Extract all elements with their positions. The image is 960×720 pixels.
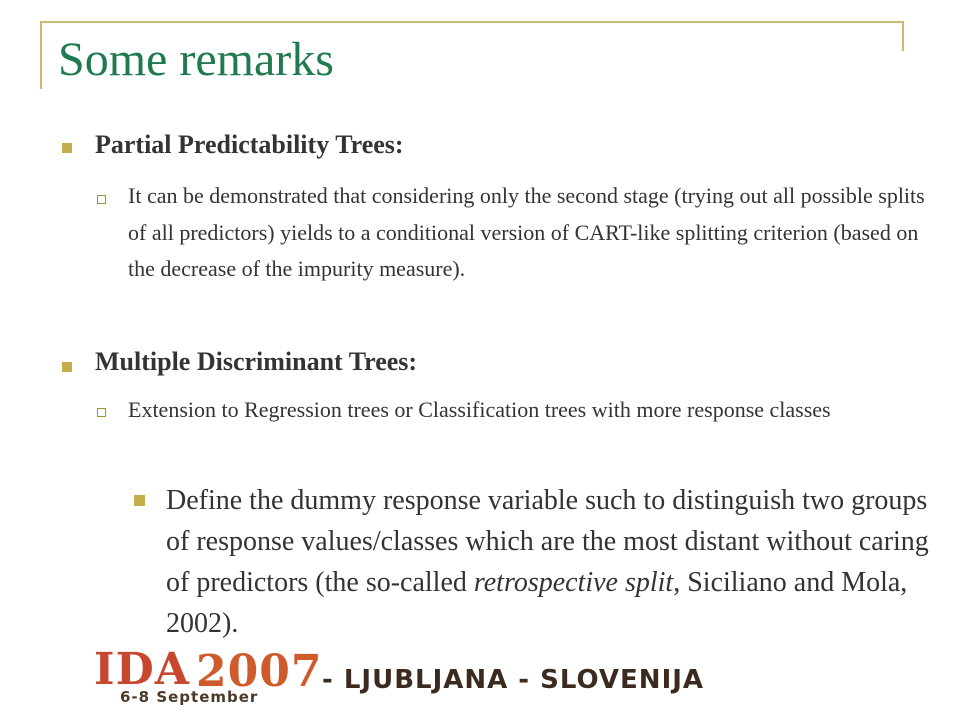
frame-top-rule (40, 21, 904, 23)
square-bullet-icon (134, 495, 145, 506)
sub-sub-bullet-text-start: Define the dummy response variable such to distinguish two groups of response values/classes which are the most distant without caring of predictors (the so-called (166, 485, 929, 598)
bullet-heading-partial-predictability: Partial Predictability Trees: (95, 130, 404, 159)
bullet-heading-multiple-discriminant: Multiple Discriminant Trees: (95, 347, 418, 376)
hollow-square-bullet-icon (97, 408, 106, 417)
footer-location: - LJUBLJANA - SLOVENIJA (322, 665, 705, 695)
hollow-square-bullet-icon (97, 195, 106, 204)
sub-sub-bullet-text-end: , Siciliano and Mola, 2002). (166, 567, 908, 639)
logo-ida: IDA (94, 644, 190, 695)
footer-logo (92, 644, 792, 712)
sub-bullet-text: Extension to Regression trees or Classification trees with more response classes (128, 397, 831, 422)
sub-bullet-text: It can be demonstrated that considering only the second stage (trying out all possible splits of all predictors) yields to a conditional version of CART-like splitting criterion (based on the decrease of the impurity measure). (128, 183, 925, 281)
square-bullet-icon (62, 362, 72, 372)
logo-dates: 6-8 September (120, 688, 259, 706)
logo-year: 2007 (196, 646, 323, 697)
sub-sub-bullet-text (166, 480, 951, 644)
retrospective-split-emphasis: retrospective split (473, 567, 674, 598)
square-bullet-icon (62, 143, 72, 153)
frame-right-rule (902, 21, 904, 51)
slide-title: Some remarks (58, 33, 334, 86)
frame-left-rule (40, 21, 42, 89)
